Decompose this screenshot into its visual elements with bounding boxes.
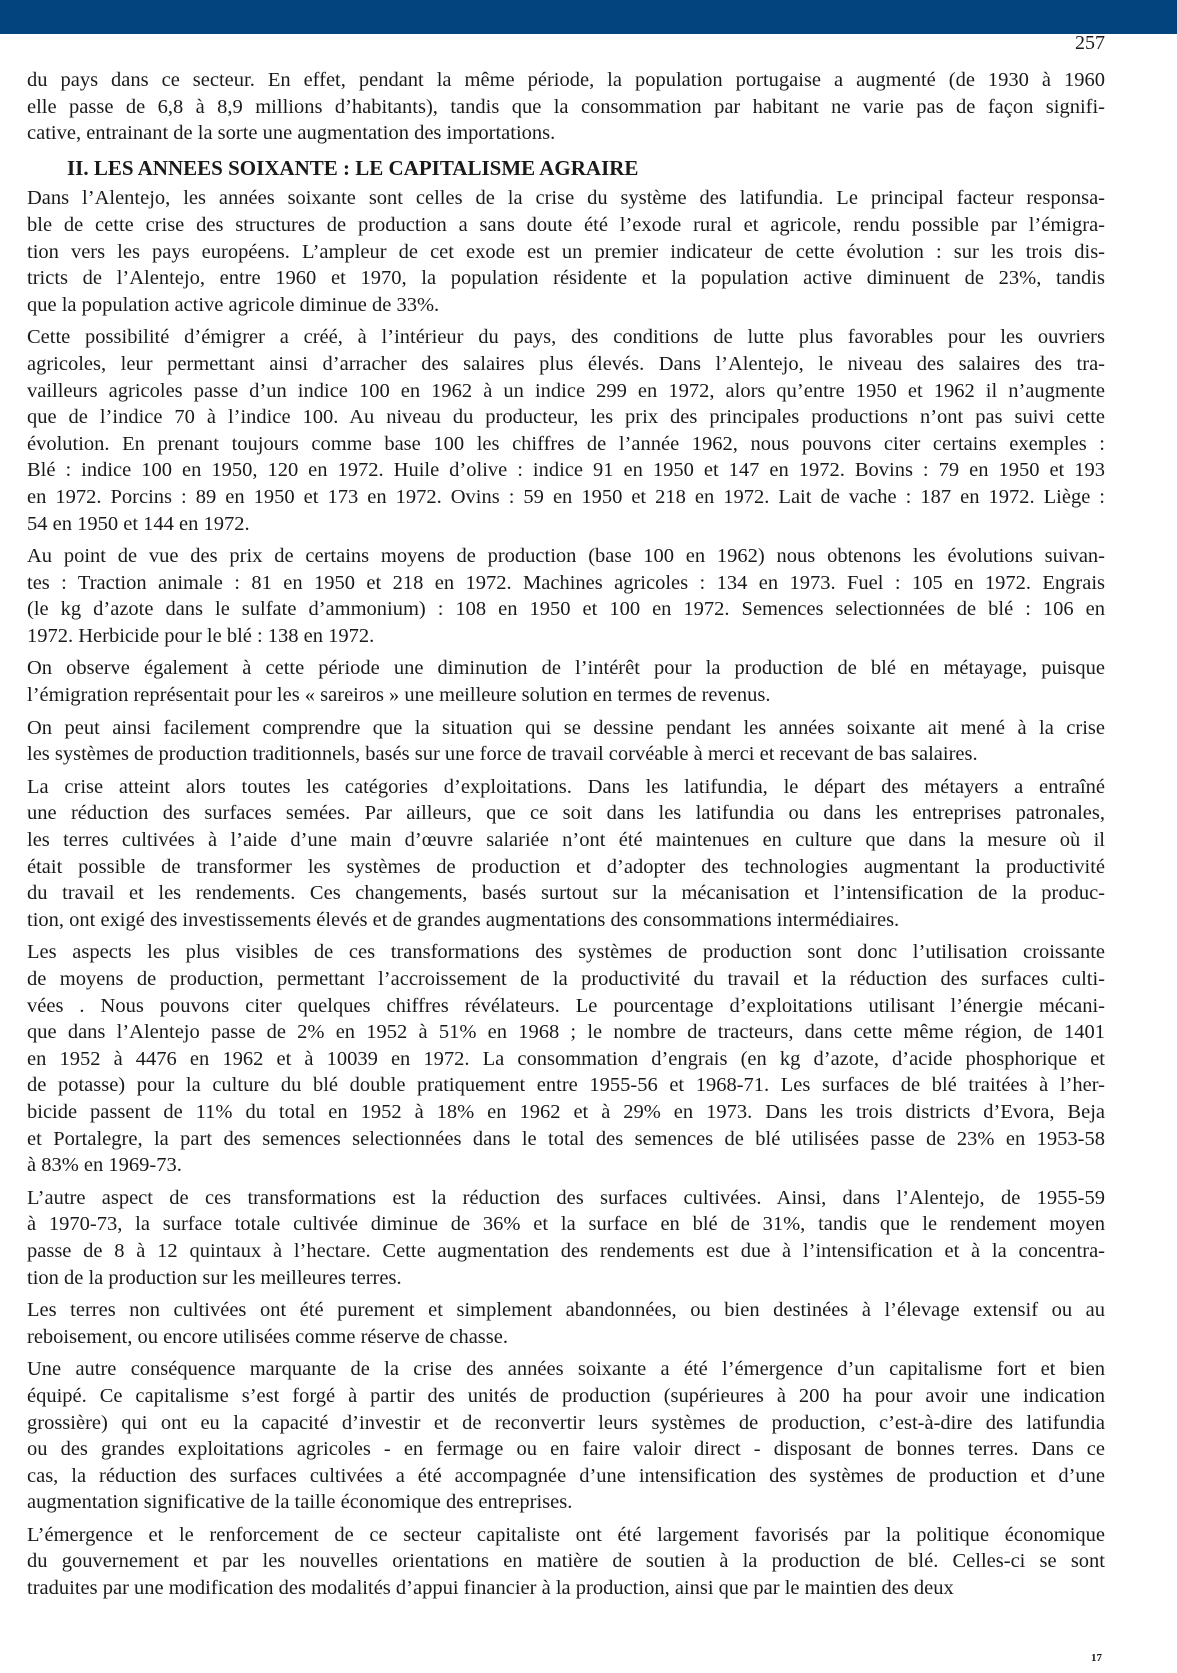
text-line: les terres cultivées à l’aide d’une main d’œuvre salariée n’ont été maintenues en culture que dans la mesure où il xyxy=(27,829,1105,852)
text-line: à 83% en 1969-73. xyxy=(27,1154,182,1177)
text-line: Cette possibilité d’émigrer a créé, à l’intérieur du pays, des conditions de lutte plus favorables pour les ouvriers xyxy=(27,326,1105,349)
paragraph xyxy=(27,1185,1105,1291)
text-line: 54 en 1950 et 144 en 1972. xyxy=(27,512,250,535)
text-line: Une autre conséquence marquante de la crise des années soixante a été l’émergence d’un capitalisme fort et bien xyxy=(27,1358,1105,1381)
text-line: était possible de transformer les systèmes de production et d’adopter des technologies augmentant la productivité xyxy=(27,855,1105,878)
page-number: 257 xyxy=(1075,32,1105,54)
text-line: que la population active agricole diminue de 33%. xyxy=(27,293,440,316)
text-line: en 1972. Porcins : 89 en 1950 et 173 en 1972. Ovins : 59 en 1950 et 218 en 1972. Lait de vache : 187 en 1972. Liège : xyxy=(27,485,1105,508)
text-line: La crise atteint alors toutes les catégories d’exploitations. Dans les latifundia, le départ des métayers a entraîné xyxy=(27,775,1105,798)
paragraph xyxy=(27,939,1105,1178)
paragraph xyxy=(27,185,1105,318)
text-line: de moyens de production, permettant l’accroissement de la productivité du travail et la réduction des surfaces culti- xyxy=(27,968,1105,990)
text-line: que de l’indice 70 à l’indice 100. Au niveau du producteur, les prix des principales productions n’ont pas suivi cette xyxy=(27,406,1105,429)
text-line: passe de 8 à 12 quintaux à l’hectare. Cette augmentation des rendements est due à l’intensification et à la concentra- xyxy=(27,1239,1105,1262)
text-line: Les terres non cultivées ont été purement et simplement abandonnées, ou bien destinées à l’élevage extensif ou au xyxy=(27,1299,1105,1322)
text-line: ble de cette crise des structures de production a sans doute été l’exode rural et agricole, rendu possible par l’émigra- xyxy=(27,213,1105,236)
text-line: et Portalegre, la part des semences selectionnées dans le total des semences de blé utilisées passe de 23% en 1953-58 xyxy=(27,1127,1105,1150)
text-line: cas, la réduction des surfaces cultivées a été accompagnée d’une intensification des systèmes de production et d’une xyxy=(27,1464,1105,1487)
text-line: ou des grandes exploitations agricoles - en fermage ou en faire valoir direct - disposant de bonnes terres. Dans ce xyxy=(27,1438,1105,1461)
text-line: reboisement, ou encore utilisées comme réserve de chasse. xyxy=(27,1325,508,1348)
text-line: à 1970-73, la surface totale cultivée diminue de 36% et la surface en blé de 31%, tandis que le rendement moyen xyxy=(27,1213,1105,1236)
paragraph xyxy=(27,655,1105,708)
text-line: traduites par une modification des modalités d’appui financier à la production, ainsi que par le maintien des deux xyxy=(27,1577,954,1600)
text-line: une réduction des surfaces semées. Par ailleurs, que ce soit dans les latifundia ou dans les entreprises patronales, xyxy=(27,802,1105,825)
text-line: de potasse) pour la culture du blé double pratiquement entre 1955-56 et 1968-71. Les surfaces de blé traitées à l’her- xyxy=(27,1074,1105,1097)
text-line: du pays dans ce secteur. En effet, pendant la même période, la population portugaise a augmenté (de 1930 à 1960 xyxy=(27,69,1105,91)
text-line: que dans l’Alentejo passe de 2% en 1952 à 51% en 1968 ; le nombre de tracteurs, dans cette même région, de 1401 xyxy=(27,1021,1105,1044)
text-line: augmentation significative de la taille économique des entreprises. xyxy=(27,1491,573,1514)
document-body xyxy=(27,67,1105,1608)
section-heading: II. LES ANNEES SOIXANTE : LE CAPITALISME AGRAIRE xyxy=(67,155,639,180)
paragraph xyxy=(27,324,1105,537)
text-line: tion de la production sur les meilleures terres. xyxy=(27,1266,402,1289)
text-line: tion vers les pays européens. L’ampleur de cet exode est un premier indicateur de cette évolution : sur les trois dis- xyxy=(27,240,1105,263)
text-line: les systèmes de production traditionnels, basés sur une force de travail corvéable à merci et recevant de bas salaires. xyxy=(27,743,978,766)
text-line: elle passe de 6,8 à 8,9 millions d’habitants), tandis que la consommation par habitant ne varie pas de façon signifi- xyxy=(27,95,1105,118)
text-line: en 1952 à 4476 en 1962 et à 10039 en 1972. La consommation d’engrais (en kg d’azote, d’acide phosphorique et xyxy=(27,1047,1105,1070)
text-line: vailleurs agricoles passe d’un indice 100 en 1962 à un indice 299 en 1972, alors qu’entre 1950 et 1962 il n’augmente xyxy=(27,379,1105,402)
text-line: tion, ont exigé des investissements élevés et de grandes augmentations des consommations intermédiaires. xyxy=(27,908,900,931)
text-line: Blé : indice 100 en 1950, 120 en 1972. Huile d’olive : indice 91 en 1950 et 147 en 1972. Bovins : 79 en 1950 et 193 xyxy=(27,459,1105,482)
text-line: tes : Traction animale : 81 en 1950 et 218 en 1972. Machines agricoles : 134 en 1973. Fuel : 105 en 1972. Engrais xyxy=(27,571,1105,594)
text-line: l’émigration représentait pour les « sareiros » une meilleure solution en termes de revenus. xyxy=(27,684,771,707)
paragraph xyxy=(27,774,1105,934)
text-line: Les aspects les plus visibles de ces transformations des systèmes de production sont donc l’utilisation croissante xyxy=(27,941,1105,964)
text-line: cative, entrainant de la sorte une augmentation des importations. xyxy=(27,122,556,145)
paragraph xyxy=(27,715,1105,768)
text-line: 1972. Herbicide pour le blé : 138 en 1972. xyxy=(27,624,375,647)
text-line: équipé. Ce capitalisme s’est forgé à partir des unités de production (supérieures à 200 ha pour avoir une indication xyxy=(27,1384,1105,1407)
text-line: Dans l’Alentejo, les années soixante sont celles de la crise du système des latifundia. Le principal facteur responsa- xyxy=(27,187,1105,210)
text-line: évolution. En prenant toujours comme base 100 les chiffres de l’année 1962, nous pouvons citer certains exemples : xyxy=(27,432,1105,455)
text-line: On peut ainsi facilement comprendre que la situation qui se dessine pendant les années soixante ait mené à la crise xyxy=(27,716,1105,739)
paragraph xyxy=(27,543,1105,649)
text-line: agricoles, leur permettant ainsi d’arracher des salaires plus élevés. Dans l’Alentejo, le niveau des salaires des tra- xyxy=(27,352,1105,375)
text-line: On observe également à cette période une diminution de l’intérêt pour la production de blé en métayage, puisque xyxy=(27,657,1105,680)
paragraph xyxy=(27,1356,1105,1516)
text-line: bicide passent de 11% du total en 1952 à 18% en 1962 et à 29% en 1973. Dans les trois districts d’Evora, Beja xyxy=(27,1100,1105,1123)
text-line: du travail et les rendements. Ces changements, basés surtout sur la mécanisation et l’intensification de la produc- xyxy=(27,882,1105,905)
text-line: vées . Nous pouvons citer quelques chiffres révélateurs. Le pourcentage d’exploitations utilisant l’énergie mécani- xyxy=(27,994,1105,1017)
intro-paragraph xyxy=(27,67,1105,147)
text-line: L’émergence et le renforcement de ce secteur capitaliste ont été largement favorisés par la politique économique xyxy=(27,1523,1105,1546)
text-line: L’autre aspect de ces transformations est la réduction des surfaces cultivées. Ainsi, dans l’Alentejo, de 1955-59 xyxy=(27,1186,1105,1209)
paragraphs xyxy=(27,185,1105,1601)
text-line: (le kg d’azote dans le sulfate d’ammonium) : 108 en 1950 et 100 en 1972. Semences selectionnées de blé : 106 en xyxy=(27,598,1105,621)
signature-mark: 17 xyxy=(1091,1652,1102,1664)
text-line: Au point de vue des prix de certains moyens de production (base 100 en 1962) nous obtenons les évolutions suivan- xyxy=(27,545,1105,568)
top-color-bar xyxy=(0,0,1177,34)
paragraph xyxy=(27,1522,1105,1602)
text-line: du gouvernement et par les nouvelles orientations en matière de soutien à la production de blé. Celles-ci se sont xyxy=(27,1550,1105,1573)
text-line: tricts de l’Alentejo, entre 1960 et 1970, la population résidente et la population active diminuent de 23%, tandis xyxy=(27,267,1105,290)
text-line: grossière) qui ont eu la capacité d’investir et de reconvertir leurs systèmes de production, c’est-à-dire des latifundia xyxy=(27,1411,1105,1434)
paragraph xyxy=(27,1297,1105,1350)
